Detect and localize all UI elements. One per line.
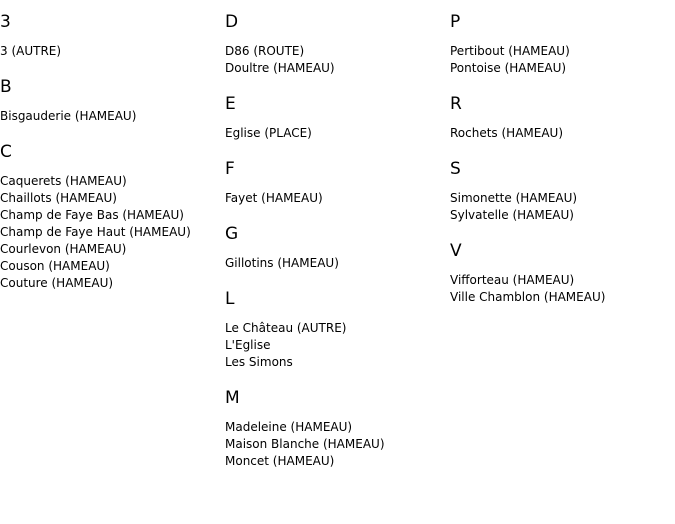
place-list-item <box>0 275 225 292</box>
place-link[interactable]: 3 (AUTRE) <box>0 44 62 58</box>
place-link[interactable]: Le Château (AUTRE) <box>225 321 347 335</box>
place-link[interactable]: Les Simons <box>225 355 293 369</box>
place-list-item <box>450 43 675 60</box>
place-link[interactable]: Doultre (HAMEAU) <box>225 61 335 75</box>
place-link[interactable]: Eglise (PLACE) <box>225 126 312 140</box>
place-link[interactable]: Pontoise (HAMEAU) <box>450 61 567 75</box>
place-link[interactable]: Champ de Faye Haut (HAMEAU) <box>0 225 191 239</box>
place-list <box>450 114 675 147</box>
group-letter-heading: S <box>450 159 461 179</box>
place-list-item <box>225 436 450 453</box>
place-list <box>225 32 450 82</box>
place-list-item <box>225 453 450 470</box>
place-list-item <box>0 224 225 241</box>
letter-group <box>225 277 450 376</box>
letter-group <box>0 65 225 130</box>
column-3 <box>450 0 675 311</box>
place-link[interactable]: Ville Chamblon (HAMEAU) <box>450 290 606 304</box>
place-link[interactable]: Fayet (HAMEAU) <box>225 191 323 205</box>
group-letter-heading: C <box>0 142 12 162</box>
place-list <box>225 309 450 376</box>
place-list-item <box>225 255 450 272</box>
place-link[interactable]: Champ de Faye Bas (HAMEAU) <box>0 208 184 222</box>
place-list-item <box>225 125 450 142</box>
place-list-item <box>0 258 225 275</box>
place-link[interactable]: L'Eglise <box>225 338 271 352</box>
place-list-item <box>225 190 450 207</box>
place-list-item <box>0 43 225 60</box>
place-link[interactable]: Couson (HAMEAU) <box>0 259 110 273</box>
letter-group <box>450 147 675 229</box>
group-letter-heading: F <box>225 159 235 179</box>
letter-group <box>450 229 675 311</box>
place-list <box>0 97 225 130</box>
place-list-item <box>450 289 675 306</box>
letter-group <box>0 0 225 65</box>
column-1 <box>0 0 225 297</box>
place-link[interactable]: Simonette (HAMEAU) <box>450 191 578 205</box>
place-link[interactable]: Moncet (HAMEAU) <box>225 454 335 468</box>
place-list-item <box>0 190 225 207</box>
place-list <box>225 408 450 475</box>
place-list-item <box>0 108 225 125</box>
place-list-item <box>0 173 225 190</box>
letter-group <box>225 0 450 82</box>
group-letter-heading: B <box>0 77 12 97</box>
group-letter-heading: E <box>225 94 236 114</box>
place-list <box>225 244 450 277</box>
group-letter-heading: L <box>225 289 235 309</box>
group-letter-heading: P <box>450 12 461 32</box>
letter-group <box>225 376 450 475</box>
place-link[interactable]: Madeleine (HAMEAU) <box>225 420 353 434</box>
place-list-item <box>225 320 450 337</box>
group-letter-heading: V <box>450 241 462 261</box>
place-list-item <box>225 354 450 371</box>
place-list-item <box>450 272 675 289</box>
place-list-item <box>450 207 675 224</box>
place-list-item <box>225 43 450 60</box>
place-list-item <box>225 337 450 354</box>
place-list <box>0 32 225 65</box>
place-link[interactable]: D86 (ROUTE) <box>225 44 305 58</box>
place-link[interactable]: Bisgauderie (HAMEAU) <box>0 109 137 123</box>
place-list <box>450 32 675 82</box>
letter-group <box>450 0 675 82</box>
letter-group <box>225 82 450 147</box>
place-link[interactable]: Gillotins (HAMEAU) <box>225 256 339 270</box>
place-link[interactable]: Rochets (HAMEAU) <box>450 126 564 140</box>
place-link[interactable]: Courlevon (HAMEAU) <box>0 242 127 256</box>
place-list <box>450 261 675 311</box>
column-2 <box>225 0 450 475</box>
place-list <box>225 114 450 147</box>
place-list <box>225 179 450 212</box>
place-list-item <box>450 125 675 142</box>
letter-group <box>0 130 225 297</box>
group-letter-heading: R <box>450 94 462 114</box>
place-link[interactable]: Maison Blanche (HAMEAU) <box>225 437 385 451</box>
group-letter-heading: D <box>225 12 239 32</box>
place-list-item <box>0 241 225 258</box>
group-letter-heading: M <box>225 388 240 408</box>
letter-group <box>225 147 450 212</box>
place-link[interactable]: Vifforteau (HAMEAU) <box>450 273 575 287</box>
place-link[interactable]: Sylvatelle (HAMEAU) <box>450 208 574 222</box>
place-list-item <box>0 207 225 224</box>
place-list <box>450 179 675 229</box>
place-link[interactable]: Chaillots (HAMEAU) <box>0 191 117 205</box>
group-letter-heading: 3 <box>0 12 11 32</box>
place-link[interactable]: Caquerets (HAMEAU) <box>0 174 127 188</box>
letter-group <box>225 212 450 277</box>
place-link[interactable]: Pertibout (HAMEAU) <box>450 44 570 58</box>
place-list <box>0 162 225 297</box>
group-letter-heading: G <box>225 224 239 244</box>
place-list-item <box>225 60 450 77</box>
letter-group <box>450 82 675 147</box>
place-list-item <box>450 60 675 77</box>
place-list-item <box>225 419 450 436</box>
place-list-item <box>450 190 675 207</box>
place-link[interactable]: Couture (HAMEAU) <box>0 276 114 290</box>
